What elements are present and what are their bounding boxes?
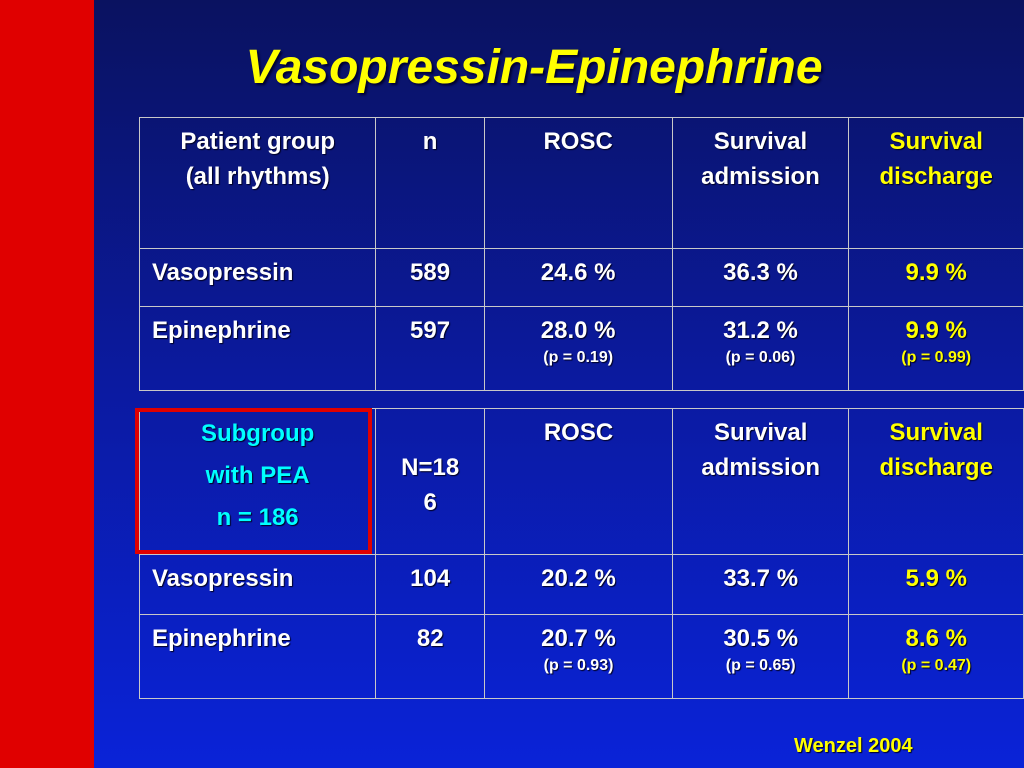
row-rosc: 20.7 % (p = 0.93): [485, 615, 673, 699]
row-n: 589: [376, 249, 484, 307]
side-accent-bar: [0, 0, 94, 768]
header-survival-admission: Survival admission: [672, 409, 849, 555]
table-row: [140, 615, 1024, 699]
pea-highlight-box: [135, 408, 372, 554]
header-rosc: ROSC: [484, 118, 672, 249]
row-survival-discharge: 5.9 %: [849, 555, 1024, 615]
header-patient-group: Patient group (all rhythms): [140, 118, 376, 249]
table-row: [140, 555, 1024, 615]
header-survival-discharge: Survival discharge: [849, 118, 1024, 249]
header-survival-discharge: Survival discharge: [849, 409, 1024, 555]
row-n: 82: [376, 615, 485, 699]
citation: Wenzel 2004: [794, 735, 913, 757]
p-value: (p = 0.65): [725, 657, 796, 674]
row-n: 104: [376, 555, 485, 615]
row-n: 597: [376, 307, 484, 391]
header-n: n: [376, 118, 484, 249]
row-survival-discharge: 9.9 %: [849, 249, 1024, 307]
all-rhythms-table: [139, 117, 1024, 391]
p-value: (p = 0.99): [901, 349, 972, 366]
row-group: Epinephrine: [140, 307, 376, 391]
table-header-row: [140, 118, 1024, 249]
header-n: N=18 6: [376, 409, 485, 555]
table-row: [140, 249, 1024, 307]
row-survival-discharge: 9.9 % (p = 0.99): [849, 307, 1024, 391]
p-value: (p = 0.06): [725, 349, 796, 366]
row-group: Vasopressin: [140, 249, 376, 307]
slide-title: Vasopressin-Epinephrine: [245, 41, 823, 94]
row-survival-admission: 30.5 % (p = 0.65): [672, 615, 849, 699]
p-value: (p = 0.19): [543, 349, 614, 366]
header-survival-admission: Survival admission: [672, 118, 849, 249]
row-survival-discharge: 8.6 % (p = 0.47): [849, 615, 1024, 699]
row-rosc: 24.6 %: [484, 249, 672, 307]
header-rosc: ROSC: [485, 409, 673, 555]
row-survival-admission: 31.2 % (p = 0.06): [672, 307, 849, 391]
p-value: (p = 0.93): [543, 657, 614, 674]
table-row: [140, 307, 1024, 391]
row-group: Vasopressin: [140, 555, 376, 615]
row-survival-admission: 33.7 %: [672, 555, 849, 615]
p-value: (p = 0.47): [901, 657, 972, 674]
row-rosc: 28.0 % (p = 0.19): [484, 307, 672, 391]
row-group: Epinephrine: [140, 615, 376, 699]
row-survival-admission: 36.3 %: [672, 249, 849, 307]
header-subgroup: Subgroup with PEA n = 186: [140, 409, 376, 555]
row-rosc: 20.2 %: [485, 555, 673, 615]
